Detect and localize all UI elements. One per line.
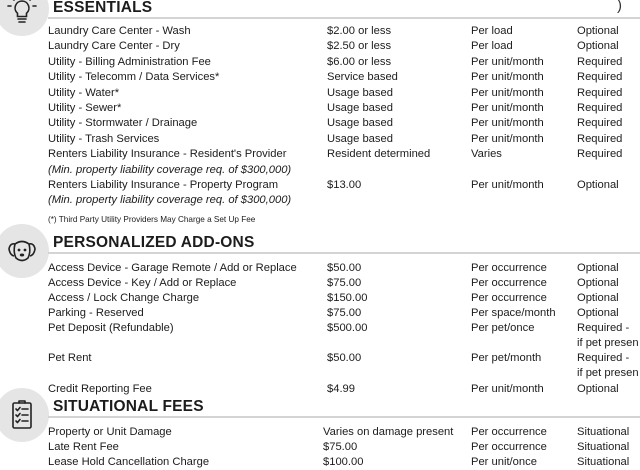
fee-amount: Service based bbox=[327, 71, 398, 83]
fee-name: Laundry Care Center - Dry bbox=[48, 40, 180, 52]
fee-row bbox=[0, 321, 640, 336]
fee-requirement: Required - bbox=[577, 352, 630, 364]
fee-requirement: Optional bbox=[577, 383, 619, 395]
fee-name: Utility - Billing Administration Fee bbox=[48, 56, 211, 68]
fee-name: Access / Lock Change Charge bbox=[48, 292, 200, 304]
coverage-note: (Min. property liability coverage req. of $300,000) bbox=[48, 194, 292, 206]
fee-name: Access Device - Garage Remote / Add or Replace bbox=[48, 262, 297, 274]
fee-name: Pet Deposit (Refundable) bbox=[48, 322, 174, 334]
fee-frequency: Per unit/month bbox=[471, 56, 544, 68]
fee-name: Property or Unit Damage bbox=[48, 426, 172, 438]
fee-frequency: Per occurrence bbox=[471, 441, 547, 453]
fee-note-row bbox=[0, 193, 640, 208]
fee-amount: $4.99 bbox=[327, 383, 355, 395]
fee-frequency: Per occurrence bbox=[471, 277, 547, 289]
fee-name: Access Device - Key / Add or Replace bbox=[48, 277, 237, 289]
fee-note-row bbox=[0, 366, 640, 381]
fee-amount: $75.00 bbox=[327, 277, 362, 289]
fee-requirement: Required bbox=[577, 133, 623, 145]
fee-name: Renters Liability Insurance - Resident's Provider bbox=[48, 148, 287, 160]
fee-row bbox=[0, 455, 640, 470]
fee-frequency: Per unit/month bbox=[471, 102, 544, 114]
fee-row bbox=[0, 351, 640, 366]
fee-frequency: Per occurrence bbox=[471, 292, 547, 304]
fee-amount: Resident determined bbox=[327, 148, 431, 160]
fee-requirement: Optional bbox=[577, 277, 619, 289]
fee-row bbox=[0, 70, 640, 85]
fee-row bbox=[0, 147, 640, 162]
fee-frequency: Per occurrence bbox=[471, 262, 547, 274]
fee-amount: $75.00 bbox=[327, 307, 362, 319]
fee-name: Late Rent Fee bbox=[48, 441, 119, 453]
fee-row bbox=[0, 276, 640, 291]
fee-requirement: Required bbox=[577, 148, 623, 160]
section-title-addons: PERSONALIZED ADD-ONS bbox=[53, 234, 255, 251]
fee-frequency: Per unit/month bbox=[471, 383, 544, 395]
fee-name: Lease Hold Cancellation Charge bbox=[48, 456, 210, 468]
fee-row bbox=[0, 101, 640, 116]
section-title-essentials: ESSENTIALS bbox=[53, 0, 153, 16]
section-divider bbox=[48, 252, 640, 254]
fee-amount: $2.50 or less bbox=[327, 40, 392, 52]
fee-requirement: Required - bbox=[577, 322, 630, 334]
fee-amount: Usage based bbox=[327, 133, 393, 145]
fee-name: Utility - Telecomm / Data Services* bbox=[48, 71, 220, 83]
fee-requirement: Optional bbox=[577, 307, 619, 319]
fee-frequency: Per pet/once bbox=[471, 322, 535, 334]
fee-row bbox=[0, 132, 640, 147]
fee-frequency: Per pet/month bbox=[471, 352, 542, 364]
fee-name: Utility - Stormwater / Drainage bbox=[48, 117, 198, 129]
fee-row bbox=[0, 39, 640, 54]
fee-amount: $2.00 or less bbox=[327, 25, 392, 37]
fee-requirement: Optional bbox=[577, 25, 619, 37]
fee-requirement: Optional bbox=[577, 262, 619, 274]
fee-row bbox=[0, 116, 640, 131]
fee-name: Utility - Trash Services bbox=[48, 133, 160, 145]
fee-amount: $13.00 bbox=[327, 179, 362, 191]
fee-amount: $500.00 bbox=[327, 322, 368, 334]
fee-name: Pet Rent bbox=[48, 352, 92, 364]
fee-amount: $150.00 bbox=[327, 292, 368, 304]
fee-requirement: Optional bbox=[577, 40, 619, 52]
fee-requirement: Optional bbox=[577, 292, 619, 304]
section-divider bbox=[48, 416, 640, 418]
fee-name: Utility - Sewer* bbox=[48, 102, 122, 114]
lightbulb-icon bbox=[4, 0, 40, 27]
fee-amount: $75.00 bbox=[323, 441, 358, 453]
fee-frequency: Per unit/once bbox=[471, 456, 537, 468]
fee-note-row bbox=[0, 336, 640, 351]
fee-requirement: Required bbox=[577, 102, 623, 114]
section-divider bbox=[48, 17, 640, 19]
pet-requirement-note: if pet presen bbox=[577, 337, 639, 349]
section-title-situational: SITUATIONAL FEES bbox=[53, 398, 204, 415]
fee-amount: $100.00 bbox=[323, 456, 364, 468]
fee-frequency: Per unit/month bbox=[471, 71, 544, 83]
fee-amount: Usage based bbox=[327, 117, 393, 129]
fee-frequency: Per load bbox=[471, 40, 513, 52]
fee-amount: Usage based bbox=[327, 87, 393, 99]
fee-requirement: Required bbox=[577, 56, 623, 68]
fee-frequency: Per occurrence bbox=[471, 426, 547, 438]
fee-row bbox=[0, 440, 640, 455]
fee-amount: $50.00 bbox=[327, 262, 362, 274]
fee-name: Credit Reporting Fee bbox=[48, 383, 152, 395]
fee-name: Laundry Care Center - Wash bbox=[48, 25, 191, 37]
fee-row bbox=[0, 425, 640, 440]
fee-frequency: Per unit/month bbox=[471, 87, 544, 99]
utility-footnote: (*) Third Party Utility Providers May Charge a Set Up Fee bbox=[48, 215, 256, 224]
fee-requirement: Optional bbox=[577, 179, 619, 191]
fee-frequency: Varies bbox=[471, 148, 502, 160]
fee-row bbox=[0, 55, 640, 70]
fee-requirement: Situational bbox=[577, 441, 630, 453]
fee-row bbox=[0, 306, 640, 321]
fee-row bbox=[0, 382, 640, 397]
fee-requirement: Situational bbox=[577, 426, 630, 438]
coverage-note: (Min. property liability coverage req. of $300,000) bbox=[48, 164, 292, 176]
fee-frequency: Per unit/month bbox=[471, 179, 544, 191]
pet-requirement-note: if pet presen bbox=[577, 367, 639, 379]
fee-row bbox=[0, 261, 640, 276]
fee-row bbox=[0, 24, 640, 39]
fee-name: Parking - Reserved bbox=[48, 307, 144, 319]
fee-amount: Usage based bbox=[327, 102, 393, 114]
fee-frequency: Per space/month bbox=[471, 307, 556, 319]
fee-requirement: Situational bbox=[577, 456, 630, 468]
fee-requirement: Required bbox=[577, 71, 623, 83]
fee-requirement: Required bbox=[577, 117, 623, 129]
fee-frequency: Per unit/month bbox=[471, 133, 544, 145]
fee-row bbox=[0, 178, 640, 193]
fee-requirement: Required bbox=[577, 87, 623, 99]
fee-name: Utility - Water* bbox=[48, 87, 120, 99]
fee-amount: $50.00 bbox=[327, 352, 362, 364]
fee-row bbox=[0, 86, 640, 101]
fee-frequency: Per load bbox=[471, 25, 513, 37]
fee-note-row bbox=[0, 163, 640, 178]
fee-amount: $6.00 or less bbox=[327, 56, 392, 68]
fee-name: Renters Liability Insurance - Property Program bbox=[48, 179, 279, 191]
fee-amount: Varies on damage present bbox=[323, 426, 454, 438]
fee-row bbox=[0, 291, 640, 306]
fee-frequency: Per unit/month bbox=[471, 117, 544, 129]
corner-mark: ) bbox=[617, 0, 622, 14]
